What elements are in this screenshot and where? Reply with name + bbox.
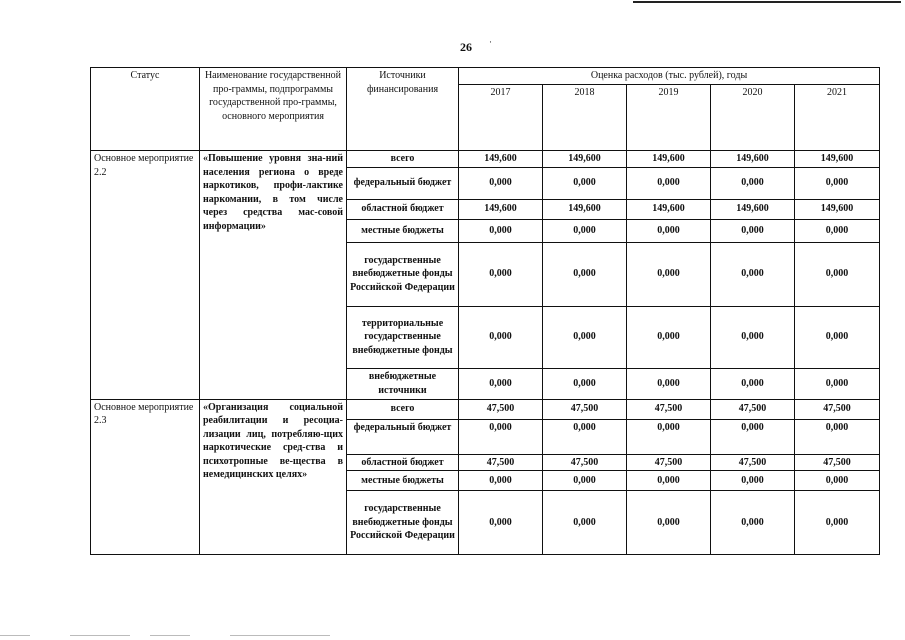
value-cell-2020: 47,500: [711, 399, 795, 419]
value-cell-2019: 0,000: [627, 491, 711, 555]
value-cell-2020: 0,000: [711, 219, 795, 242]
value-cell-2021: 149,600: [795, 199, 880, 219]
value-cell-2020: 149,600: [711, 199, 795, 219]
value-cell-2021: 149,600: [795, 151, 880, 168]
header-year-2021: 2021: [795, 84, 880, 151]
funding-source-cell: федеральный бюджет: [347, 167, 459, 199]
scan-noise: [0, 632, 905, 640]
value-cell-2020: 47,500: [711, 454, 795, 471]
table-row: [91, 151, 880, 168]
status-cell: Основное мероприятие 2.3: [91, 399, 200, 555]
header-status: Статус: [91, 68, 200, 151]
value-cell-2021: 0,000: [795, 167, 880, 199]
table-row: [91, 399, 880, 419]
header-sources: Источники финансирования: [347, 68, 459, 151]
header-year-2017: 2017: [459, 84, 543, 151]
value-cell-2020: 0,000: [711, 419, 795, 454]
value-cell-2019: 47,500: [627, 399, 711, 419]
value-cell-2018: 0,000: [543, 306, 627, 368]
funding-source-cell: местные бюджеты: [347, 471, 459, 491]
value-cell-2019: 0,000: [627, 368, 711, 399]
header-estimate: Оценка расходов (тыс. рублей), годы: [459, 68, 880, 85]
value-cell-2019: 47,500: [627, 454, 711, 471]
value-cell-2020: 0,000: [711, 306, 795, 368]
value-cell-2018: 0,000: [543, 167, 627, 199]
funding-source-cell: территориальные государственные внебюджетные фонды: [347, 306, 459, 368]
value-cell-2018: 47,500: [543, 454, 627, 471]
event-name-cell: «Организация социальной реабилитации и ресоциа-лизации лиц, потребляю-щих наркотические сред-ства и психотропные ве-щества в немедицинских целях»: [200, 399, 347, 555]
value-cell-2017: 149,600: [459, 151, 543, 168]
value-cell-2021: 0,000: [795, 491, 880, 555]
value-cell-2021: 0,000: [795, 242, 880, 306]
event-name-cell: «Повышение уровня зна-ний населения региона о вреде наркотиков, профи-лактике наркомании, в том числе через средства мас-совой информации»: [200, 151, 347, 400]
value-cell-2020: 0,000: [711, 491, 795, 555]
top-rule: [633, 1, 901, 3]
funding-source-cell: областной бюджет: [347, 454, 459, 471]
funding-source-cell: местные бюджеты: [347, 219, 459, 242]
value-cell-2021: 0,000: [795, 471, 880, 491]
value-cell-2018: 0,000: [543, 419, 627, 454]
header-row: [91, 68, 880, 85]
value-cell-2017: 47,500: [459, 454, 543, 471]
value-cell-2017: 0,000: [459, 306, 543, 368]
value-cell-2020: 0,000: [711, 368, 795, 399]
value-cell-2018: 0,000: [543, 491, 627, 555]
funding-source-cell: областной бюджет: [347, 199, 459, 219]
value-cell-2018: 47,500: [543, 399, 627, 419]
value-cell-2018: 0,000: [543, 471, 627, 491]
value-cell-2017: 149,600: [459, 199, 543, 219]
value-cell-2017: 0,000: [459, 419, 543, 454]
value-cell-2019: 149,600: [627, 151, 711, 168]
value-cell-2017: 0,000: [459, 167, 543, 199]
value-cell-2017: 0,000: [459, 491, 543, 555]
funding-source-cell: федеральный бюджет: [347, 419, 459, 454]
value-cell-2021: 0,000: [795, 306, 880, 368]
header-year-2019: 2019: [627, 84, 711, 151]
value-cell-2019: 0,000: [627, 306, 711, 368]
header-year-2018: 2018: [543, 84, 627, 151]
funding-source-cell: государственные внебюджетные фонды Российской Федерации: [347, 491, 459, 555]
value-cell-2018: 0,000: [543, 219, 627, 242]
value-cell-2020: 0,000: [711, 471, 795, 491]
funding-source-cell: государственные внебюджетные фонды Российской Федерации: [347, 242, 459, 306]
value-cell-2017: 0,000: [459, 219, 543, 242]
value-cell-2021: 0,000: [795, 219, 880, 242]
value-cell-2018: 149,600: [543, 199, 627, 219]
value-cell-2017: 0,000: [459, 368, 543, 399]
value-cell-2019: 0,000: [627, 242, 711, 306]
value-cell-2021: 0,000: [795, 368, 880, 399]
value-cell-2019: 0,000: [627, 471, 711, 491]
value-cell-2020: 149,600: [711, 151, 795, 168]
funding-source-cell: всего: [347, 151, 459, 168]
header-name: Наименование государственной про-граммы, подпрограммы государственной про-граммы, основного мероприятия: [200, 68, 347, 151]
page-number-text: 26: [460, 40, 472, 54]
status-cell: Основное мероприятие 2.2: [91, 151, 200, 400]
value-cell-2017: 0,000: [459, 242, 543, 306]
header-year-2020: 2020: [711, 84, 795, 151]
page-number: [460, 37, 492, 55]
value-cell-2020: 0,000: [711, 242, 795, 306]
value-cell-2019: 0,000: [627, 219, 711, 242]
scan-dot: ·: [489, 37, 492, 47]
value-cell-2018: 0,000: [543, 242, 627, 306]
value-cell-2019: 0,000: [627, 167, 711, 199]
table-body: [91, 68, 880, 555]
value-cell-2021: 47,500: [795, 399, 880, 419]
funding-source-cell: внебюджетные источники: [347, 368, 459, 399]
budget-table: [90, 67, 880, 555]
value-cell-2021: 0,000: [795, 419, 880, 454]
value-cell-2021: 47,500: [795, 454, 880, 471]
funding-source-cell: всего: [347, 399, 459, 419]
value-cell-2020: 0,000: [711, 167, 795, 199]
value-cell-2018: 149,600: [543, 151, 627, 168]
value-cell-2019: 149,600: [627, 199, 711, 219]
value-cell-2017: 47,500: [459, 399, 543, 419]
value-cell-2019: 0,000: [627, 419, 711, 454]
value-cell-2017: 0,000: [459, 471, 543, 491]
value-cell-2018: 0,000: [543, 368, 627, 399]
